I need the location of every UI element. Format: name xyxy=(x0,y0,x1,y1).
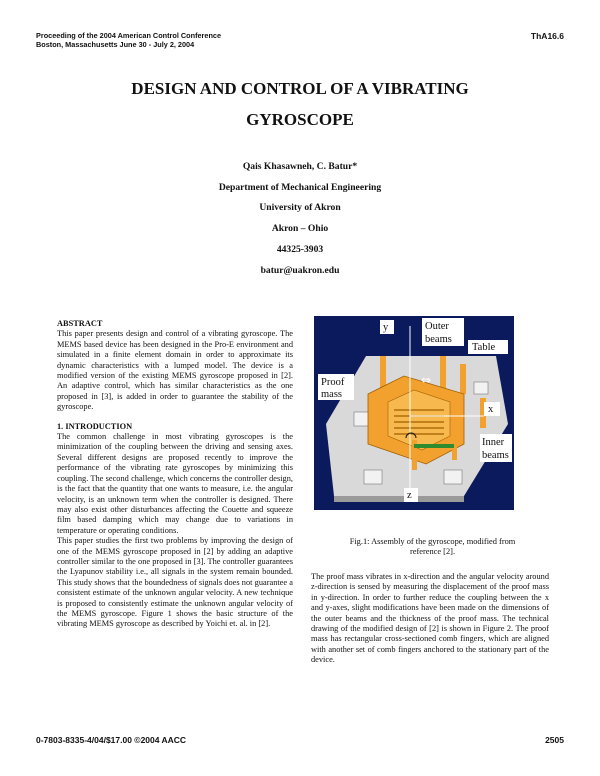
page-number: 2505 xyxy=(545,735,564,745)
label-outer-1: Outer xyxy=(425,321,449,332)
author-university: University of Akron xyxy=(259,202,341,214)
copyright-footer: 0-7803-8335-4/04/$17.00 ©2004 AACC xyxy=(36,735,187,745)
label-y: y xyxy=(383,322,389,333)
label-inner-2: beams xyxy=(482,450,509,461)
introduction-paragraph-2: This paper studies the first two problems by improving the design of one of the MEMS gyroscope proposed in [2] by adding an adaptive controller similar to the one proposed in [3]. The controller guarantees the Lyapunov stability i.e., all signals in the system remain bounded. This study shows that the boundedness of signals does not guarantee a consistent estimate of the unknown angular velocity. A new technique is proposed to consistently estimate the unknown angular velocity of the MEMS gyroscope. Figure 1 shows the basic structure of the vibrating MEMS gyroscope as described by Yoichi et. al. in [2]. xyxy=(57,536,293,629)
label-x: x xyxy=(488,404,494,415)
label-inner-1: Inner xyxy=(482,437,505,448)
right-column-text: The proof mass vibrates in x-direction and the angular velocity around z-direction is sensed by measuring the displacement of the proof mass in y-direction. In order to further reduce the coupling between the x and y-axes, slight modifications have been made on the dimensions of the outer beams and the thickness of the proof mass. The technical drawing of the modified design of [2] is shown in Figure 2. The proof mass has rectangular cross-sectioned comb fingers, which are aligned with another set of comb fingers anchored to the stationary part of the device. xyxy=(311,572,549,665)
anchor xyxy=(444,470,462,484)
figure-caption xyxy=(320,537,545,558)
author-city: Akron – Ohio xyxy=(271,223,329,235)
anchor xyxy=(474,382,488,394)
label-z: z xyxy=(407,490,412,501)
label-outer-2: beams xyxy=(425,334,452,345)
conference-line-2: Boston, Massachusetts June 30 - July 2, 2004 xyxy=(36,40,195,49)
author-email: batur@uakron.edu xyxy=(260,264,340,276)
left-column xyxy=(57,319,293,630)
table-edge xyxy=(334,496,464,502)
introduction-heading: 1. INTRODUCTION xyxy=(57,421,133,431)
introduction-paragraph-1: The common challenge in most vibrating gyroscopes is the minimization of the coupling between the driving and sensing axes. Several different designs are proposed recently to improve the performance of the vibrating rate gyroscopes by minimizing this coupling. The second challenge, which concerns the controller design, is the fact that the quantity that one wants to measure, i.e. the angular velocity, is an unknown term when the controller is designed. There may also exist other disturbances affecting the Couette and squeeze film based damping which may change due to variations in temperature or operating conditions. xyxy=(57,432,293,535)
author-department: Department of Mechanical Engineering xyxy=(218,181,382,193)
title-line-1: DESIGN AND CONTROL OF A VIBRATING xyxy=(131,79,469,98)
title-line-2: GYROSCOPE xyxy=(246,110,354,129)
gyroscope-illustration xyxy=(314,316,514,510)
author-names: Qais Khasawneh, C. Batur* xyxy=(242,161,358,172)
caption-line-1: Fig.1: Assembly of the gyroscope, modified from xyxy=(349,537,516,546)
label-table: Table xyxy=(472,342,496,353)
label-proof-2: mass xyxy=(321,389,342,400)
paper-title xyxy=(60,73,540,135)
abstract-text: This paper presents design and control of a vibrating gyroscope. The MEMS based device has been designed in the Pro-E environment and simulated in a finite element domain in order to approximate its dynamic characteristics with a lumped model. The device is a modified version of the existing MEMS gyroscope proposed in [2]. An adaptive control, which has similar characteristics as the one proposed in [3], is added in order to guarantee the stability of the gyroscope. xyxy=(57,329,293,412)
caption-line-2: reference [2]. xyxy=(409,547,456,557)
abstract-heading: ABSTRACT xyxy=(57,319,103,328)
motion-arrow-icon: ⇔ xyxy=(421,373,432,387)
author-block xyxy=(100,157,500,281)
electrode xyxy=(414,444,454,448)
session-code: ThA16.6 xyxy=(530,31,564,41)
outer-beam xyxy=(460,364,466,394)
conference-line-1: Proceeding of the 2004 American Control Conference xyxy=(36,31,222,40)
author-zip: 44325-3903 xyxy=(276,243,324,255)
anchor xyxy=(364,470,382,484)
label-proof-1: Proof xyxy=(321,377,345,388)
conference-header xyxy=(36,31,221,49)
figure-1 xyxy=(314,316,514,510)
